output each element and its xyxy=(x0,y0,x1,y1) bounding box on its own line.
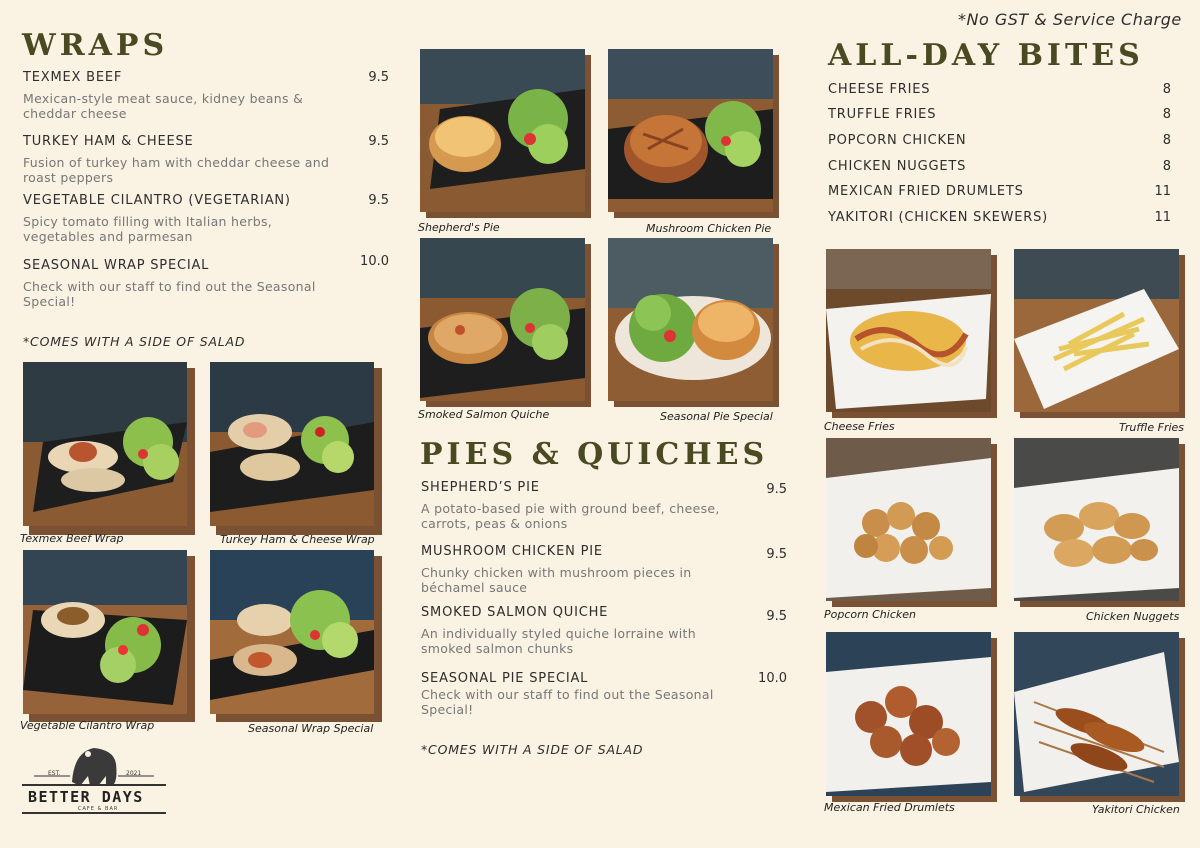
photo-caption: Seasonal Wrap Special xyxy=(248,722,374,735)
item-description: Chunky chicken with mushroom pieces in béchamel sauce xyxy=(421,565,692,595)
wraps-heading: WRAPS xyxy=(22,28,169,63)
photo-caption: Smoked Salmon Quiche xyxy=(418,408,550,421)
item-name: VEGETABLE CILANTRO (VEGETARIAN) xyxy=(23,193,291,208)
item-price: 9.5 xyxy=(766,609,787,624)
bites-heading: ALL-DAY BITES xyxy=(828,38,1144,73)
photo-caption: Vegetable Cilantro Wrap xyxy=(20,719,155,732)
pies-salad-note: *COMES WITH A SIDE OF SALAD xyxy=(421,742,644,757)
item-name: MUSHROOM CHICKEN PIE xyxy=(421,544,603,559)
photo-caption: Popcorn Chicken xyxy=(824,608,916,621)
photo-caption: Chicken Nuggets xyxy=(1086,610,1180,623)
photo-caption: Texmex Beef Wrap xyxy=(20,532,124,545)
photo-vegetable-cilantro-wrap xyxy=(23,550,195,722)
wraps-salad-note: *COMES WITH A SIDE OF SALAD xyxy=(23,334,246,349)
photo-shepherds-pie xyxy=(420,49,591,218)
photo-texmex-beef-wrap xyxy=(23,362,195,535)
item-name: MEXICAN FRIED DRUMLETS xyxy=(828,184,1024,199)
gst-note: *No GST & Service Charge xyxy=(958,10,1182,29)
photo-seasonal-pie-special xyxy=(608,238,779,407)
photo-caption: Mexican Fried Drumlets xyxy=(824,801,955,814)
item-price: 8 xyxy=(1162,159,1171,174)
photo-caption: Truffle Fries xyxy=(1119,421,1185,434)
better-days-logo xyxy=(22,742,166,834)
item-description: An individually styled quiche lorraine with smoked salmon chunks xyxy=(421,626,696,656)
item-description: Mexican-style meat sauce, kidney beans & cheddar cheese xyxy=(23,91,304,121)
photo-caption: Yakitori Chicken xyxy=(1092,803,1180,816)
photo-caption: Shepherd's Pie xyxy=(418,221,500,234)
photo-truffle-fries xyxy=(1014,249,1185,418)
photo-caption: Turkey Ham & Cheese Wrap xyxy=(220,533,375,546)
photo-chicken-nuggets xyxy=(1014,438,1185,607)
photo-caption: Mushroom Chicken Pie xyxy=(646,222,772,235)
item-name: YAKITORI (CHICKEN SKEWERS) xyxy=(828,210,1049,225)
item-name: POPCORN CHICKEN xyxy=(828,133,967,148)
item-description: Check with our staff to find out the Seasonal Special! xyxy=(421,687,714,717)
item-name: SEASONAL PIE SPECIAL xyxy=(421,671,589,686)
logo-tagline: CAFE & BAR xyxy=(78,806,119,812)
photo-caption: Seasonal Pie Special xyxy=(660,410,773,423)
item-description: A potato-based pie with ground beef, cheese, carrots, peas & onions xyxy=(421,501,720,531)
item-price: 8 xyxy=(1162,133,1171,148)
item-price: 10.0 xyxy=(360,254,389,269)
photo-turkey-ham-cheese-wrap xyxy=(210,362,382,535)
item-price: 11 xyxy=(1154,210,1171,225)
item-price: 9.5 xyxy=(368,193,389,208)
logo-year: 2021 xyxy=(126,770,142,777)
item-price: 8 xyxy=(1162,107,1171,122)
photo-mexican-fried-drumlets xyxy=(826,632,997,802)
logo-name: BETTER DAYS xyxy=(28,788,144,806)
item-name: SEASONAL WRAP SPECIAL xyxy=(23,258,210,273)
item-name: SHEPHERD’S PIE xyxy=(421,480,540,495)
item-price: 8 xyxy=(1162,82,1171,97)
item-name: CHICKEN NUGGETS xyxy=(828,159,967,174)
photo-seasonal-wrap-special xyxy=(210,550,382,722)
photo-caption: Cheese Fries xyxy=(824,420,895,433)
item-name: CHEESE FRIES xyxy=(828,82,931,97)
photo-mushroom-chicken-pie xyxy=(608,49,779,218)
item-price: 10.0 xyxy=(758,671,787,686)
item-price: 9.5 xyxy=(368,134,389,149)
item-price: 11 xyxy=(1154,184,1171,199)
item-price: 9.5 xyxy=(368,70,389,85)
item-price: 9.5 xyxy=(766,547,787,562)
photo-yakitori-chicken xyxy=(1014,632,1185,802)
item-name: TURKEY HAM & CHEESE xyxy=(23,134,194,149)
item-description: Check with our staff to find out the Seasonal Special! xyxy=(23,279,316,309)
item-name: SMOKED SALMON QUICHE xyxy=(421,605,609,620)
photo-smoked-salmon-quiche xyxy=(420,238,591,407)
item-description: Spicy tomato filling with Italian herbs, vegetables and parmesan xyxy=(23,214,273,244)
item-name: TRUFFLE FRIES xyxy=(828,107,937,122)
item-name: TEXMEX BEEF xyxy=(23,70,123,85)
photo-cheese-fries xyxy=(826,249,997,418)
logo-est: EST. xyxy=(48,770,61,777)
item-price: 9.5 xyxy=(766,482,787,497)
item-description: Fusion of turkey ham with cheddar cheese and roast peppers xyxy=(23,155,330,185)
pies-heading: PIES & QUICHES xyxy=(420,437,769,472)
photo-popcorn-chicken xyxy=(826,438,997,607)
